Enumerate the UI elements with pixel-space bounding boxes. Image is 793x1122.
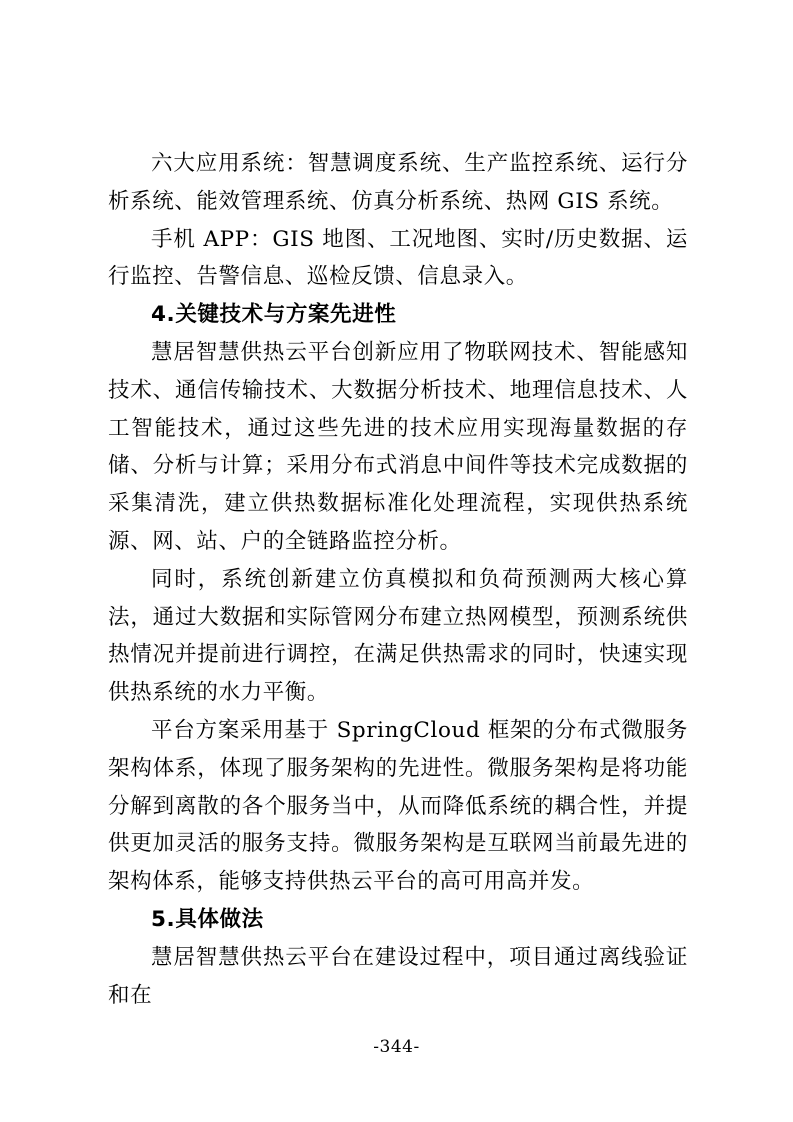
paragraph-mobile-app: 手机 APP：GIS 地图、工况地图、实时/历史数据、运行监控、告警信息、巡检反馈、信息录入。 bbox=[108, 226, 688, 290]
page-body bbox=[108, 145, 688, 1014]
page-number: -344- bbox=[373, 1037, 420, 1057]
section-heading-specific-practice: 5.具体做法 bbox=[151, 906, 264, 932]
paragraph-technology-overview: 慧居智慧供热云平台创新应用了物联网技术、智能感知技术、通信传输技术、大数据分析技术、地理信息技术、人工智能技术，通过这些先进的技术应用实现海量数据的存储、分析与计算；采用分布式消息中间件等技术完成数据的采集清洗，建立供热数据标准化处理流程，实现供热系统源、网、站、户的全链路监控分析。 bbox=[108, 339, 688, 554]
section-heading-key-technology: 4.关键技术与方案先进性 bbox=[151, 302, 397, 328]
paragraph-construction-process: 慧居智慧供热云平台在建设过程中，项目通过离线验证和在 bbox=[108, 944, 688, 1008]
paragraph-application-systems: 六大应用系统：智慧调度系统、生产监控系统、运行分析系统、能效管理系统、仿真分析系统、热网 GIS 系统。 bbox=[108, 151, 688, 214]
paragraph-core-algorithms: 同时，系统创新建立仿真模拟和负荷预测两大核心算法，通过大数据和实际管网分布建立热网模型，预测系统供热情况并提前进行调控，在满足供热需求的同时，快速实现供热系统的水力平衡。 bbox=[108, 566, 688, 706]
paragraph-microservice-architecture: 平台方案采用基于 SpringCloud 框架的分布式微服务架构体系，体现了服务架构的先进性。微服务架构是将功能分解到离散的各个服务当中，从而降低系统的耦合性，并提供更加灵活的服务支持。微服务架构是互联网当前最先进的架构体系，能够支持供热云平台的高可用高并发。 bbox=[108, 717, 688, 895]
